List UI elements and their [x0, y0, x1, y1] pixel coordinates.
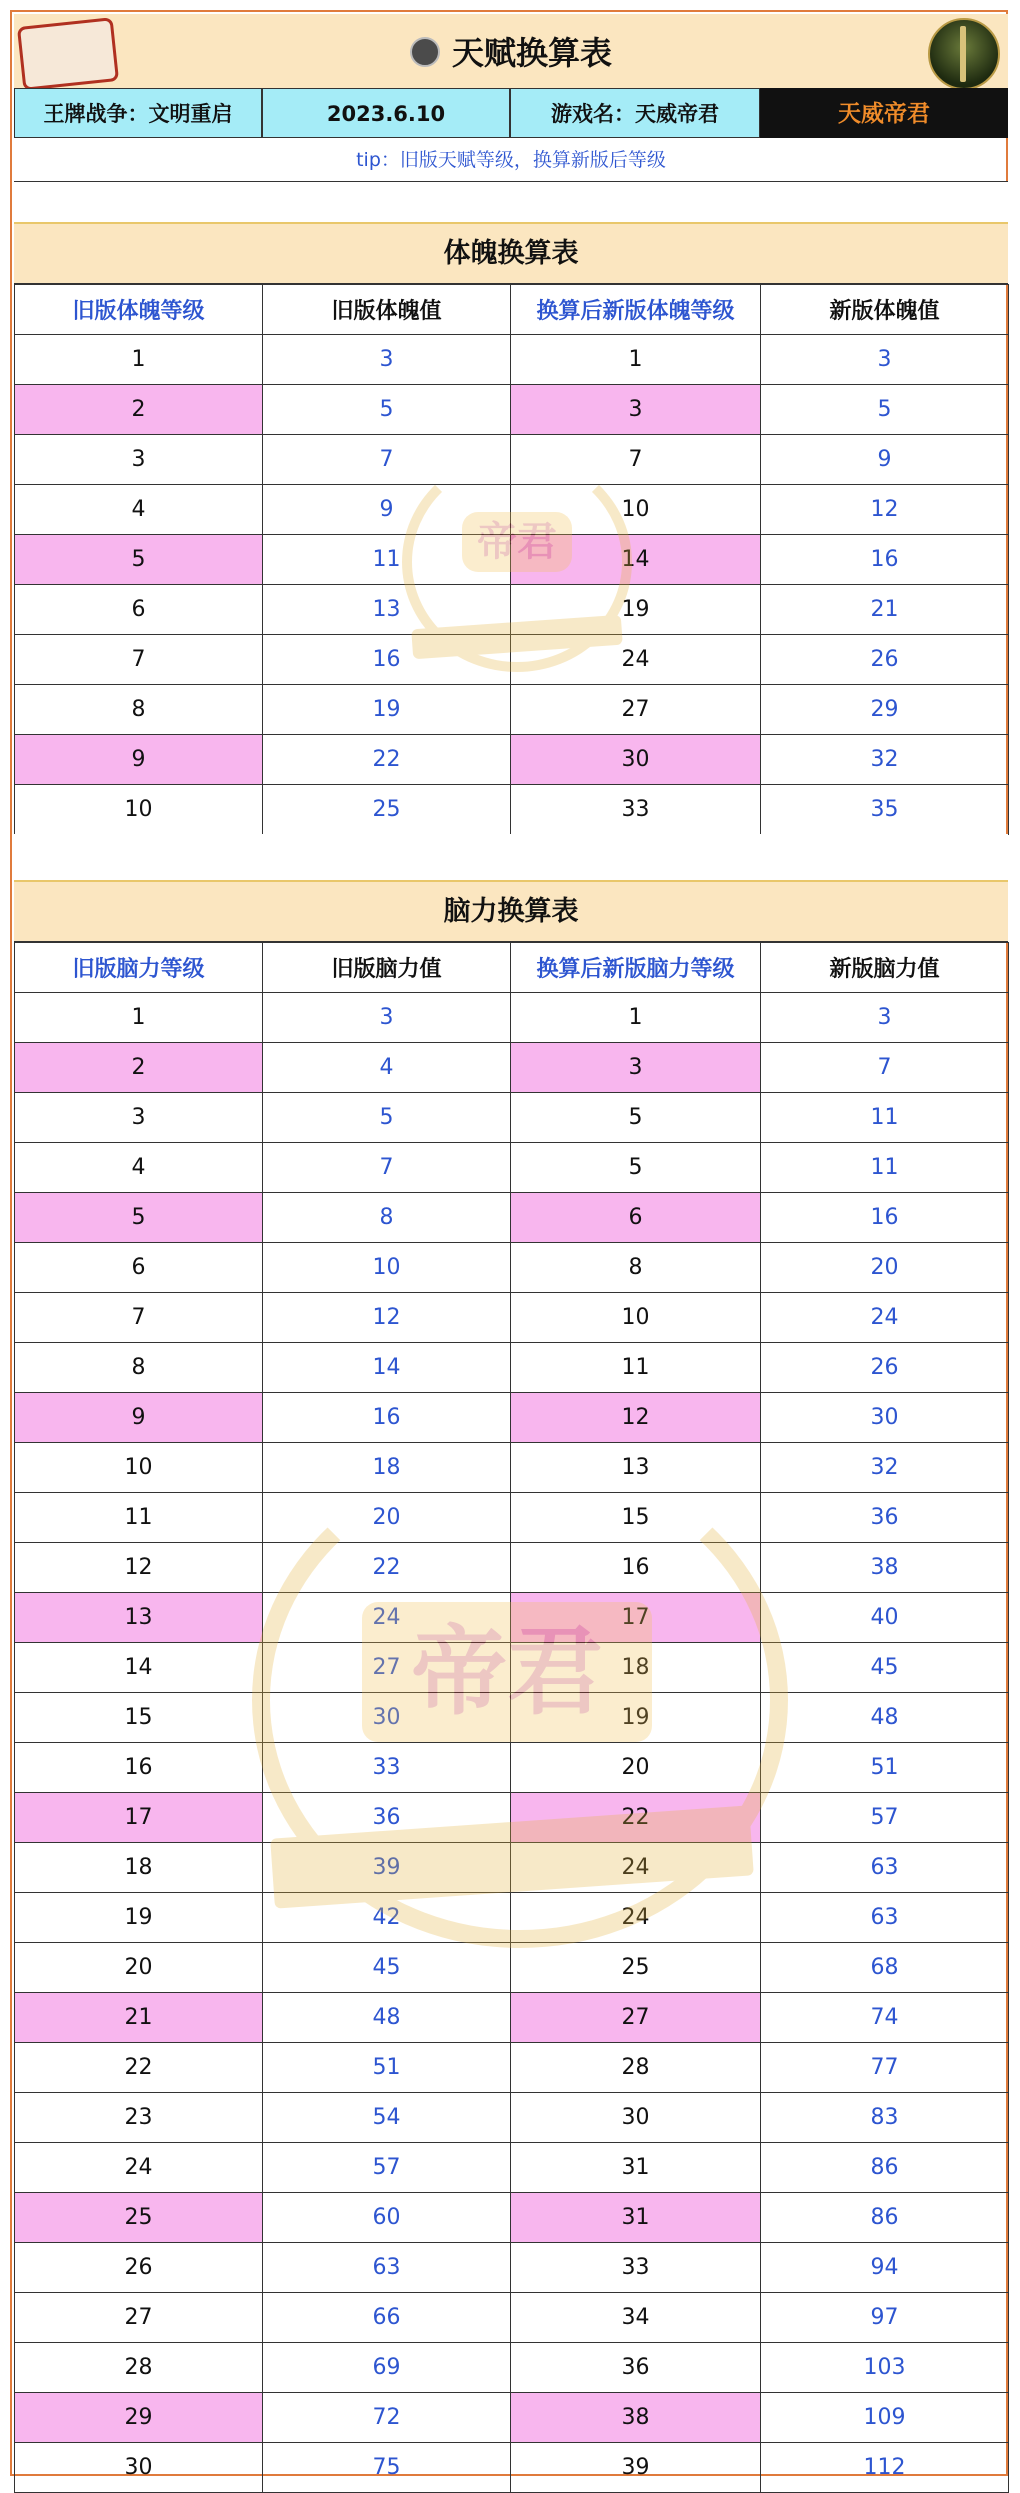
- cell-old-value: 8: [263, 1193, 511, 1243]
- cell-new-level: 18: [511, 1643, 761, 1693]
- cell-new-value: 29: [761, 685, 1009, 735]
- cell-old-value: 39: [263, 1843, 511, 1893]
- table-row: [15, 2243, 1009, 2293]
- cell-old-value: 54: [263, 2093, 511, 2143]
- table-row: [15, 2143, 1009, 2193]
- cell-new-value: 24: [761, 1293, 1009, 1343]
- naoli-table-body: [15, 993, 1009, 2493]
- cell-old-value: 75: [263, 2443, 511, 2493]
- cell-old-value: 42: [263, 1893, 511, 1943]
- cell-old-value: 36: [263, 1793, 511, 1843]
- table-row: [15, 1943, 1009, 1993]
- cell-old-level: 26: [15, 2243, 263, 2293]
- table-row: [15, 1093, 1009, 1143]
- cell-old-value: 9: [263, 485, 511, 535]
- cell-old-value: 14: [263, 1343, 511, 1393]
- table-row: [15, 1193, 1009, 1243]
- cell-old-level: 28: [15, 2343, 263, 2393]
- cell-new-value: 63: [761, 1843, 1009, 1893]
- cell-new-value: 7: [761, 1043, 1009, 1093]
- cell-old-value: 7: [263, 1143, 511, 1193]
- table-row: [15, 1743, 1009, 1793]
- cell-old-level: 4: [15, 485, 263, 535]
- cell-old-level: 9: [15, 735, 263, 785]
- table-row: [15, 2043, 1009, 2093]
- cell-new-value: 57: [761, 1793, 1009, 1843]
- cell-old-value: 72: [263, 2393, 511, 2443]
- cell-new-level: 24: [511, 635, 761, 685]
- grenade-icon: [410, 37, 440, 67]
- table-row: [15, 1543, 1009, 1593]
- cell-old-level: 27: [15, 2293, 263, 2343]
- table-row: [15, 1493, 1009, 1543]
- cell-old-value: 69: [263, 2343, 511, 2393]
- info-author-badge: 天威帝君: [760, 88, 1008, 138]
- table-row: [15, 1993, 1009, 2043]
- cell-new-level: 39: [511, 2443, 761, 2493]
- cell-old-value: 3: [263, 993, 511, 1043]
- table-row: [15, 1693, 1009, 1743]
- table-row: [15, 735, 1009, 785]
- cell-new-level: 24: [511, 1893, 761, 1943]
- cell-old-level: 25: [15, 2193, 263, 2243]
- cell-old-value: 48: [263, 1993, 511, 2043]
- cell-old-value: 10: [263, 1243, 511, 1293]
- cell-new-value: 63: [761, 1893, 1009, 1943]
- col-header-old-value: 旧版体魄值: [263, 285, 511, 335]
- cell-new-level: 10: [511, 485, 761, 535]
- cell-old-value: 57: [263, 2143, 511, 2193]
- cell-old-level: 7: [15, 1293, 263, 1343]
- cell-old-level: 10: [15, 1443, 263, 1493]
- info-player-name: 游戏名：天威帝君: [510, 88, 760, 138]
- cell-new-level: 38: [511, 2393, 761, 2443]
- cell-new-level: 1: [511, 993, 761, 1043]
- cell-old-level: 13: [15, 1593, 263, 1643]
- cell-new-level: 31: [511, 2143, 761, 2193]
- table-row: [15, 2193, 1009, 2243]
- table-row: [15, 2293, 1009, 2343]
- cell-new-value: 26: [761, 635, 1009, 685]
- cell-old-value: 5: [263, 1093, 511, 1143]
- cell-new-value: 103: [761, 2343, 1009, 2393]
- cell-old-level: 10: [15, 785, 263, 835]
- cell-old-level: 22: [15, 2043, 263, 2093]
- cell-new-level: 33: [511, 2243, 761, 2293]
- table-row: [15, 2443, 1009, 2493]
- col-header-new-level: 换算后新版脑力等级: [511, 943, 761, 993]
- cell-old-level: 24: [15, 2143, 263, 2193]
- cell-new-value: 36: [761, 1493, 1009, 1543]
- cell-new-value: 5: [761, 385, 1009, 435]
- cell-new-level: 6: [511, 1193, 761, 1243]
- table-row: [15, 2093, 1009, 2143]
- cell-old-level: 23: [15, 2093, 263, 2143]
- cell-new-level: 27: [511, 685, 761, 735]
- table-row: [15, 485, 1009, 535]
- cell-old-value: 18: [263, 1443, 511, 1493]
- table-row: [15, 1043, 1009, 1093]
- spacer-row: [14, 834, 1008, 882]
- cell-old-value: 66: [263, 2293, 511, 2343]
- table-row: [15, 1243, 1009, 1293]
- page-title-wrap: [14, 28, 1008, 74]
- cell-new-level: 11: [511, 1343, 761, 1393]
- cell-new-value: 86: [761, 2193, 1009, 2243]
- cell-new-level: 33: [511, 785, 761, 835]
- tizhi-section-title: 体魄换算表: [14, 224, 1008, 284]
- cell-new-value: 77: [761, 2043, 1009, 2093]
- cell-new-level: 27: [511, 1993, 761, 2043]
- cell-old-value: 16: [263, 635, 511, 685]
- cell-new-level: 13: [511, 1443, 761, 1493]
- cell-old-level: 1: [15, 335, 263, 385]
- cell-new-value: 20: [761, 1243, 1009, 1293]
- tizhi-table-body: [15, 335, 1009, 835]
- cell-old-level: 18: [15, 1843, 263, 1893]
- info-date: 2023.6.10: [262, 88, 510, 138]
- tizhi-table: [14, 284, 1009, 835]
- info-row: [14, 88, 1008, 138]
- cell-new-level: 15: [511, 1493, 761, 1543]
- table-row: [15, 435, 1009, 485]
- cell-old-level: 2: [15, 1043, 263, 1093]
- cell-old-value: 27: [263, 1643, 511, 1693]
- cell-new-value: 35: [761, 785, 1009, 835]
- info-game-title: 王牌战争：文明重启: [14, 88, 262, 138]
- tip-text: tip：旧版天赋等级，换算新版后等级: [14, 138, 1008, 182]
- cell-old-value: 51: [263, 2043, 511, 2093]
- cell-new-value: 16: [761, 535, 1009, 585]
- col-header-new-level: 换算后新版体魄等级: [511, 285, 761, 335]
- cell-new-level: 10: [511, 1293, 761, 1343]
- cell-old-level: 7: [15, 635, 263, 685]
- cell-new-level: 34: [511, 2293, 761, 2343]
- cell-old-level: 21: [15, 1993, 263, 2043]
- cell-new-value: 40: [761, 1593, 1009, 1643]
- cell-new-level: 19: [511, 1693, 761, 1743]
- cell-new-level: 25: [511, 1943, 761, 1993]
- cell-old-level: 12: [15, 1543, 263, 1593]
- cell-new-value: 48: [761, 1693, 1009, 1743]
- cell-new-value: 38: [761, 1543, 1009, 1593]
- table-row: [15, 635, 1009, 685]
- cell-new-level: 24: [511, 1843, 761, 1893]
- col-header-new-value: 新版脑力值: [761, 943, 1009, 993]
- cell-old-level: 19: [15, 1893, 263, 1943]
- cell-new-value: 109: [761, 2393, 1009, 2443]
- table-row: [15, 785, 1009, 835]
- cell-new-value: 21: [761, 585, 1009, 635]
- cell-old-value: 45: [263, 1943, 511, 1993]
- cell-new-level: 14: [511, 535, 761, 585]
- table-row: [15, 1843, 1009, 1893]
- cell-new-level: 36: [511, 2343, 761, 2393]
- sword-emblem-icon: [928, 18, 1000, 90]
- sheet-frame: [10, 10, 1008, 2480]
- cell-old-value: 30: [263, 1693, 511, 1743]
- cell-old-value: 11: [263, 535, 511, 585]
- cell-old-value: 3: [263, 335, 511, 385]
- table-row: [15, 2343, 1009, 2393]
- table-row: [15, 1593, 1009, 1643]
- cell-old-level: 6: [15, 585, 263, 635]
- col-header-old-level: 旧版体魄等级: [15, 285, 263, 335]
- tizhi-header-row: [15, 285, 1009, 335]
- cell-new-level: 30: [511, 735, 761, 785]
- table-row: [15, 1893, 1009, 1943]
- table-row: [15, 1793, 1009, 1843]
- col-header-old-level: 旧版脑力等级: [15, 943, 263, 993]
- cell-old-level: 9: [15, 1393, 263, 1443]
- cell-old-level: 6: [15, 1243, 263, 1293]
- cell-old-level: 4: [15, 1143, 263, 1193]
- cell-new-value: 12: [761, 485, 1009, 535]
- cell-new-value: 9: [761, 435, 1009, 485]
- cell-old-level: 15: [15, 1693, 263, 1743]
- cell-new-level: 7: [511, 435, 761, 485]
- cell-new-level: 5: [511, 1093, 761, 1143]
- cell-new-value: 51: [761, 1743, 1009, 1793]
- cell-new-value: 32: [761, 735, 1009, 785]
- table-row: [15, 535, 1009, 585]
- cell-old-value: 16: [263, 1393, 511, 1443]
- cell-old-level: 8: [15, 685, 263, 735]
- cell-new-level: 20: [511, 1743, 761, 1793]
- table-row: [15, 2393, 1009, 2443]
- cell-new-level: 12: [511, 1393, 761, 1443]
- spacer-row: [14, 182, 1008, 224]
- cell-old-value: 5: [263, 385, 511, 435]
- cell-new-value: 30: [761, 1393, 1009, 1443]
- cell-new-value: 26: [761, 1343, 1009, 1393]
- cell-new-value: 45: [761, 1643, 1009, 1693]
- cell-new-level: 16: [511, 1543, 761, 1593]
- naoli-section-title: 脑力换算表: [14, 882, 1008, 942]
- cell-old-value: 7: [263, 435, 511, 485]
- cell-new-value: 97: [761, 2293, 1009, 2343]
- naoli-table: [14, 942, 1009, 2493]
- cell-new-value: 86: [761, 2143, 1009, 2193]
- cell-new-value: 112: [761, 2443, 1009, 2493]
- cell-old-level: 2: [15, 385, 263, 435]
- cell-old-value: 22: [263, 1543, 511, 1593]
- page-title: 天赋换算表: [451, 34, 612, 72]
- cell-new-level: 30: [511, 2093, 761, 2143]
- table-row: [15, 685, 1009, 735]
- cell-old-level: 16: [15, 1743, 263, 1793]
- cell-new-level: 17: [511, 1593, 761, 1643]
- cell-old-value: 60: [263, 2193, 511, 2243]
- cell-old-value: 20: [263, 1493, 511, 1543]
- cell-old-level: 14: [15, 1643, 263, 1693]
- cell-new-level: 28: [511, 2043, 761, 2093]
- table-row: [15, 385, 1009, 435]
- cell-new-level: 3: [511, 385, 761, 435]
- cell-new-level: 5: [511, 1143, 761, 1193]
- cell-new-level: 3: [511, 1043, 761, 1093]
- cell-old-level: 3: [15, 1093, 263, 1143]
- cell-old-value: 25: [263, 785, 511, 835]
- watermark-text: 帝君: [362, 1602, 652, 1742]
- cell-old-level: 3: [15, 435, 263, 485]
- cell-old-level: 29: [15, 2393, 263, 2443]
- cell-new-level: 1: [511, 335, 761, 385]
- cell-old-level: 5: [15, 535, 263, 585]
- cell-old-level: 5: [15, 1193, 263, 1243]
- cell-new-level: 19: [511, 585, 761, 635]
- cell-old-value: 33: [263, 1743, 511, 1793]
- cell-old-level: 30: [15, 2443, 263, 2493]
- table-row: [15, 1643, 1009, 1693]
- col-header-old-value: 旧版脑力值: [263, 943, 511, 993]
- cell-new-level: 22: [511, 1793, 761, 1843]
- cell-old-value: 13: [263, 585, 511, 635]
- cell-new-value: 74: [761, 1993, 1009, 2043]
- title-bar: [14, 14, 1008, 88]
- col-header-new-value: 新版体魄值: [761, 285, 1009, 335]
- cell-new-value: 32: [761, 1443, 1009, 1493]
- naoli-header-row: [15, 943, 1009, 993]
- table-row: [15, 1343, 1009, 1393]
- table-row: [15, 1143, 1009, 1193]
- table-row: [15, 335, 1009, 385]
- table-row: [15, 1393, 1009, 1443]
- cell-old-level: 8: [15, 1343, 263, 1393]
- watermark-text: 帝君: [462, 512, 572, 572]
- cell-old-value: 63: [263, 2243, 511, 2293]
- cell-old-level: 11: [15, 1493, 263, 1543]
- cell-old-value: 24: [263, 1593, 511, 1643]
- cell-new-value: 3: [761, 993, 1009, 1043]
- cell-new-level: 8: [511, 1243, 761, 1293]
- cell-old-value: 22: [263, 735, 511, 785]
- cell-new-value: 16: [761, 1193, 1009, 1243]
- table-row: [15, 585, 1009, 635]
- cell-new-level: 31: [511, 2193, 761, 2243]
- table-row: [15, 1293, 1009, 1343]
- cell-old-level: 17: [15, 1793, 263, 1843]
- table-row: [15, 993, 1009, 1043]
- cell-new-value: 68: [761, 1943, 1009, 1993]
- cell-new-value: 3: [761, 335, 1009, 385]
- cell-old-value: 19: [263, 685, 511, 735]
- cell-old-value: 4: [263, 1043, 511, 1093]
- cell-old-value: 12: [263, 1293, 511, 1343]
- cell-old-level: 20: [15, 1943, 263, 1993]
- cell-new-value: 11: [761, 1143, 1009, 1193]
- cell-new-value: 83: [761, 2093, 1009, 2143]
- table-row: [15, 1443, 1009, 1493]
- cell-old-level: 1: [15, 993, 263, 1043]
- cell-new-value: 11: [761, 1093, 1009, 1143]
- cell-new-value: 94: [761, 2243, 1009, 2293]
